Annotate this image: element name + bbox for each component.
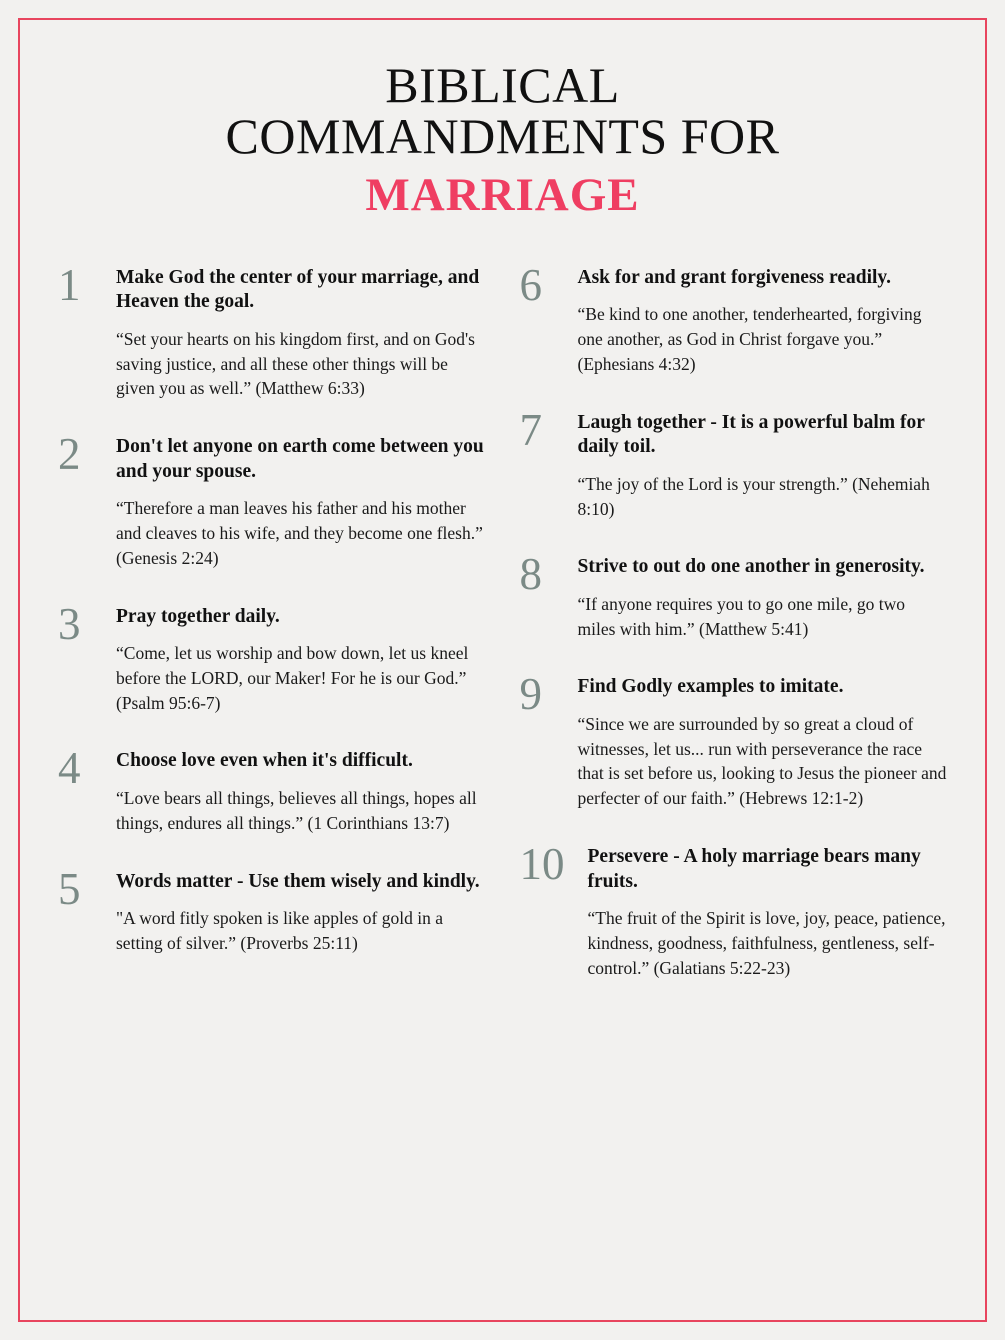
commandment-body xyxy=(578,262,948,377)
commandment-headline: Don't let anyone on earth come between you and your spouse. xyxy=(116,436,484,482)
poster-title xyxy=(52,57,953,222)
commandment-item xyxy=(58,262,486,401)
commandment-item xyxy=(519,404,948,521)
commandment-body xyxy=(588,841,948,980)
commandment-headline: Words matter - Use them wisely and kindly. xyxy=(116,870,480,892)
commandment-number: 8 xyxy=(519,549,542,600)
commandment-body xyxy=(116,601,486,716)
right-column xyxy=(520,262,948,1010)
commandment-number: 5 xyxy=(58,863,81,914)
commandment-headline: Persevere - A holy marriage bears many fruits. xyxy=(587,846,921,892)
commandment-number: 3 xyxy=(58,598,81,649)
commandment-headline: Ask for and grant forgiveness readily. xyxy=(577,267,891,288)
commandment-body xyxy=(116,431,486,570)
commandment-body xyxy=(578,671,948,811)
commandment-headline: Make God the center of your marriage, and Heaven the goal. xyxy=(116,267,480,313)
commandment-verse: “Come, let us worship and bow down, let us kneel before the LORD, our Maker! For he is our God.” (Psalm 95:6-7) xyxy=(116,642,469,713)
commandment-body xyxy=(116,866,486,956)
commandment-number: 4 xyxy=(58,743,81,794)
commandment-verse: “Therefore a man leaves his father and his mother and cleaves to his wife, and they become one flesh.” (Genesis 2:24) xyxy=(116,498,483,568)
commandment-number: 7 xyxy=(519,404,542,455)
commandment-body xyxy=(116,745,486,835)
left-column xyxy=(58,262,486,1010)
commandment-number: 6 xyxy=(519,260,542,310)
commandment-headline: Find Godly examples to imitate. xyxy=(577,676,844,698)
commandment-number: 1 xyxy=(58,260,81,310)
commandment-body xyxy=(116,262,486,401)
commandment-headline: Choose love even when it's difficult. xyxy=(116,750,413,772)
title-line-1: BIBLICAL xyxy=(385,57,620,113)
commandment-verse: “The joy of the Lord is your strength.” (Nehemiah 8:10) xyxy=(577,473,930,519)
commandment-verse: "A word fitly spoken is like apples of gold in a setting of silver.” (Proverbs 25:11) xyxy=(116,907,443,953)
commandment-body xyxy=(578,407,948,521)
commandment-item xyxy=(520,551,948,641)
commandment-verse: “Set your hearts on his kingdom first, and on God's saving justice, and all these other things will be given you as well.” (Matthew 6:33) xyxy=(116,328,475,399)
commandment-item xyxy=(520,262,948,377)
commandment-item xyxy=(520,671,948,811)
commandment-number: 2 xyxy=(58,429,81,480)
commandments-columns xyxy=(52,262,953,1010)
commandment-item xyxy=(58,863,486,956)
commandment-verse: “If anyone requires you to go one mile, go two miles with him.” (Matthew 5:41) xyxy=(577,593,906,639)
commandment-number: 9 xyxy=(519,669,542,720)
commandment-verse: “The fruit of the Spirit is love, joy, peace, patience, kindness, goodness, faithfulness, gentleness, self-control.” (Galatians 5:22-23) xyxy=(587,907,946,978)
commandment-item xyxy=(520,841,948,980)
commandment-headline: Strive to out do one another in generosity. xyxy=(577,556,925,578)
commandment-verse: “Love bears all things, believes all things, hopes all things, endures all things.” (1 Corinthians 13:7) xyxy=(116,787,477,833)
commandment-verse: “Since we are surrounded by so great a cloud of witnesses, let us... run with perseverance the race that is set before us, looking to Jesus the pioneer and perfecter of our faith.” (Hebrews 12:1-2) xyxy=(577,713,947,809)
commandment-body xyxy=(578,551,948,641)
title-line-2: COMMANDMENTS FOR xyxy=(225,108,780,164)
commandment-headline: Pray together daily. xyxy=(116,605,280,627)
commandment-item xyxy=(58,431,486,570)
commandment-verse: “Be kind to one another, tenderhearted, forgiving one another, as God in Christ forgave you.” (Ephesians 4:32) xyxy=(577,304,922,375)
commandment-item xyxy=(58,598,486,716)
title-accent: MARRIAGE xyxy=(365,169,640,221)
commandment-item xyxy=(58,745,486,835)
commandment-number: 10 xyxy=(519,839,565,890)
commandment-headline: Laugh together - It is a powerful balm for daily toil. xyxy=(577,411,925,458)
